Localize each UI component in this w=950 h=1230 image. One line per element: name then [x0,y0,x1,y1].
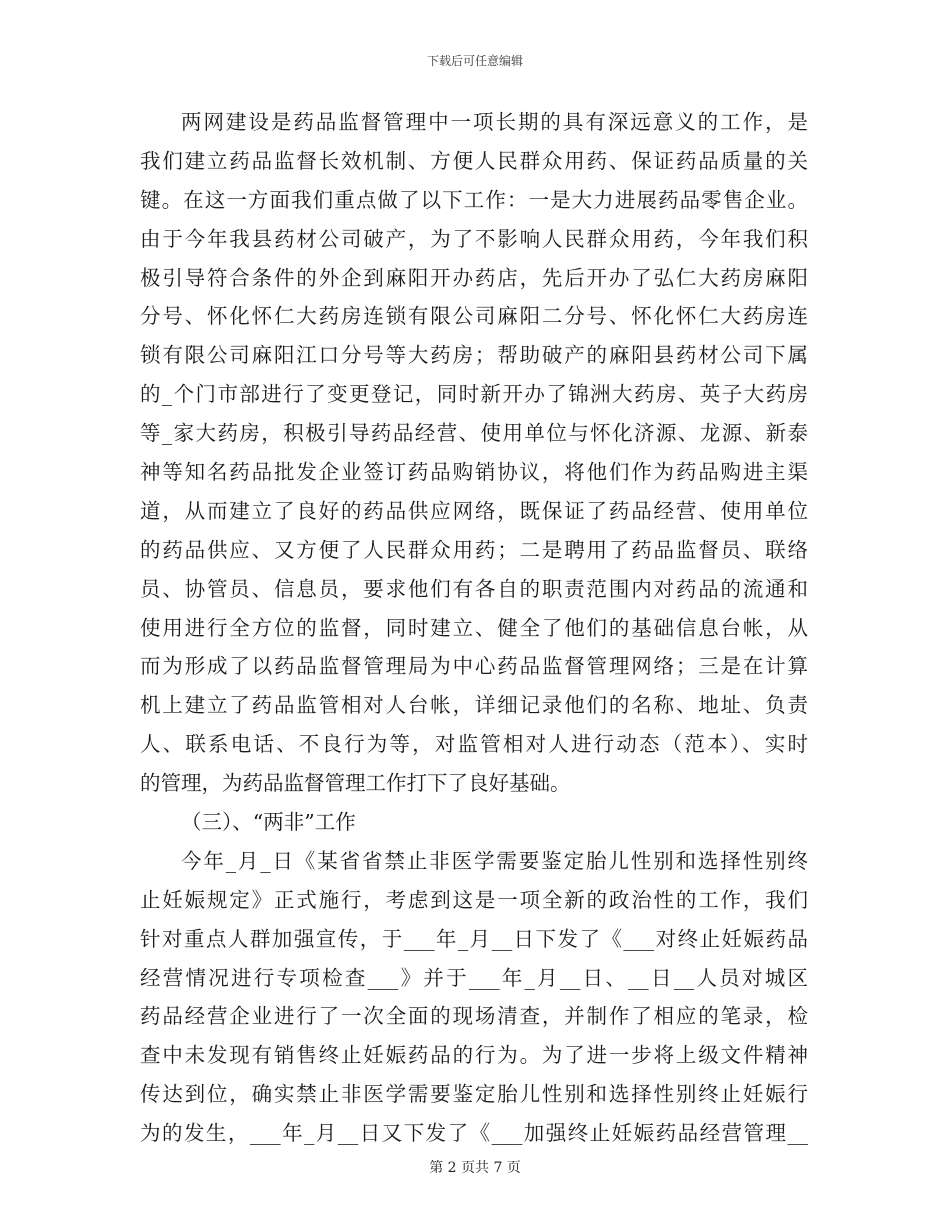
paragraph-line: 为的发生，___年_月__日又下发了《___加强终止妊娠药品经营管理__ [140,1121,808,1146]
paragraph-line: 的_个门市部进行了变更登记，同时新开办了锦洲大药房、英子大药房 [140,382,808,407]
paragraph-line: 使用进行全方位的监督，同时建立、健全了他们的基础信息台帐，从 [140,615,808,640]
paragraph-line: 等_家大药房，积极引导药品经营、使用单位与怀化济源、龙源、新泰 [140,421,808,446]
paragraph-line: 我们建立药品监督长效机制、方便人民群众用药、保证药品质量的关 [140,148,808,173]
paragraph-line: 分号、怀化怀仁大药房连锁有限公司麻阳二分号、怀化怀仁大药房连 [140,304,808,329]
paragraph-line: 传达到位，确实禁止非医学需要鉴定胎儿性别和选择性别终止妊娠行 [140,1082,808,1107]
paragraph-line: 的药品供应、又方便了人民群众用药；二是聘用了药品监督员、联络 [140,537,808,562]
paragraph-line: 药品经营企业进行了一次全面的现场清查，并制作了相应的笔录，检 [140,1004,808,1029]
paragraph-line: 人、联系电话、不良行为等，对监管相对人进行动态（范本）、实时 [140,732,808,757]
paragraph-line: 由于今年我县药材公司破产，为了不影响人民群众用药，今年我们积 [140,226,808,251]
paragraph-line: 道，从而建立了良好的药品供应网络，既保证了药品经营、使用单位 [140,498,808,523]
page-header: 下载后可任意编辑 [426,54,523,68]
paragraph-line: 针对重点人群加强宣传，于___年_月__日下发了《___对终止妊娠药品 [140,926,808,951]
paragraph-line: 员、协管员、信息员，要求他们有各自的职责范围内对药品的流通和 [140,576,808,601]
paragraph-line: 查中未发现有销售终止妊娠药品的行为。为了进一步将上级文件精神 [140,1043,808,1068]
page-footer: 第 2 页共 7 页 [429,1160,521,1176]
paragraph-line: 锁有限公司麻阳江口分号等大药房；帮助破产的麻阳县药材公司下属 [140,343,808,368]
paragraph-line: 而为形成了以药品监督管理局为中心药品监督管理网络；三是在计算 [140,654,808,679]
paragraph-line: 神等知名药品批发企业签订药品购销协议，将他们作为药品购进主渠 [140,460,808,485]
paragraph-line: 两网建设是药品监督管理中一项长期的具有深远意义的工作，是 [181,110,808,134]
paragraph-line: 的管理，为药品监督管理工作打下了良好基础。 [140,771,571,796]
section-heading: （三）、“两非”工作 [181,810,356,835]
paragraph-line: 止妊娠规定》正式施行，考虑到这是一项全新的政治性的工作，我们 [140,887,808,912]
document-body [140,103,808,1153]
paragraph-line: 今年_月_日《某省省禁止非医学需要鉴定胎儿性别和选择性别终 [181,848,808,873]
paragraph-line: 键。在这一方面我们重点做了以下工作：一是大力进展药品零售企业。 [140,187,808,212]
paragraph-line: 极引导符合条件的外企到麻阳开办药店，先后开办了弘仁大药房麻阳 [140,265,808,290]
paragraph-line: 机上建立了药品监管相对人台帐，详细记录他们的名称、地址、负责 [140,693,808,718]
paragraph-line: 经营情况进行专项检查___》并于___年_月__日、__日__人员对城区 [140,965,808,990]
